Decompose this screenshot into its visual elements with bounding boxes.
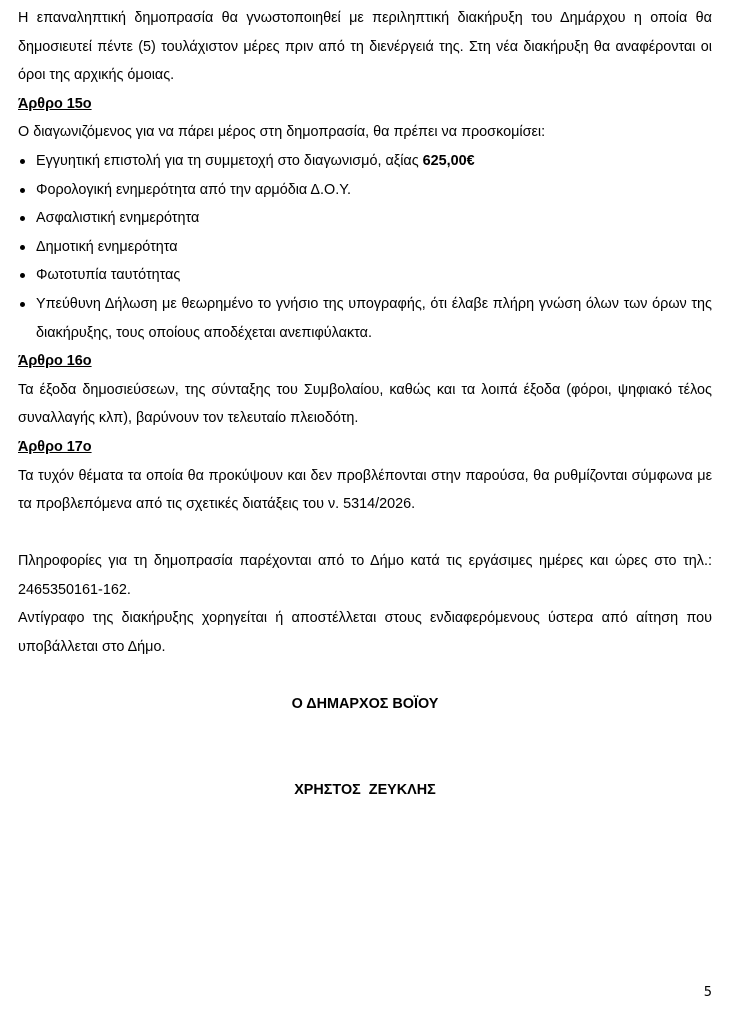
bullet-icon bbox=[20, 302, 25, 307]
page-number: 5 bbox=[703, 985, 712, 1000]
contact-info-paragraph: Πληροφορίες για τη δημοπρασία παρέχονται από το Δήμο κατά τις εργάσιμες ημέρες και ώρες στο τηλ.: 2465350161-162. bbox=[18, 553, 712, 598]
bullet-icon bbox=[20, 273, 25, 278]
article-16-paragraph: Τα έξοδα δημοσιεύσεων, της σύνταξης του Συμβολαίου, καθώς και τα λοιπά έξοδα (φόροι, ψηφιακό τέλος συναλλαγής κλπ), βαρύνουν τον τελευταίο πλειοδότη. bbox=[18, 381, 712, 427]
article-15-requirements-list bbox=[18, 147, 712, 347]
article-15-lead: Ο διαγωνιζόμενος για να πάρει μέρος στη δημοπρασία, θα πρέπει να προσκομίσει: bbox=[18, 124, 546, 141]
list-item-text: Εγγυητική επιστολή για τη συμμετοχή στο διαγωνισμό, αξίας bbox=[36, 152, 423, 169]
spacer bbox=[18, 662, 712, 691]
copy-info-paragraph: Αντίγραφο της διακήρυξης χορηγείται ή αποστέλλεται στους ενδιαφερόμενους ύστερα από αίτηση που υποβάλλεται στο Δήμο. bbox=[18, 610, 712, 656]
spacer bbox=[18, 519, 712, 548]
list-item bbox=[18, 233, 712, 262]
list-item-text: Υπεύθυνη Δήλωση με θεωρημένο το γνήσιο της υπογραφής, ότι έλαβε πλήρη γνώση όλων των όρων της διακήρυξης, τους οποίους αποδέχεται ανεπιφύλακτα. bbox=[36, 295, 712, 341]
list-item bbox=[18, 204, 712, 233]
article-17-paragraph: Τα τυχόν θέματα τα οποία θα προκύψουν και δεν προβλέπονται στην παρούσα, θα ρυθμίζονται σύμφωνα με τα προβλεπόμενα από τις σχετικές διατάξεις του ν. 5314/2026. bbox=[18, 467, 712, 513]
bullet-icon bbox=[20, 216, 25, 221]
signatory-name: ΧΡΗΣΤΟΣ ΖΕΥΚΛΗΣ bbox=[294, 782, 436, 799]
article-16-heading: Άρθρο 16ο bbox=[18, 353, 92, 370]
bullet-icon bbox=[20, 159, 25, 164]
list-item bbox=[18, 261, 712, 290]
article-15-heading: Άρθρο 15ο bbox=[18, 95, 92, 112]
spacer bbox=[18, 719, 712, 748]
spacer bbox=[18, 747, 712, 776]
list-item bbox=[18, 176, 712, 205]
signatory-title: Ο ΔΗΜΑΡΧΟΣ ΒΟΪΟΥ bbox=[291, 696, 439, 713]
list-item-text: Ασφαλιστική ενημερότητα bbox=[36, 210, 200, 227]
list-item-text: Φωτοτυπία ταυτότητας bbox=[36, 267, 181, 284]
bullet-icon bbox=[20, 245, 25, 250]
list-item bbox=[18, 290, 712, 347]
intro-paragraph: Η επαναληπτική δημοπρασία θα γνωστοποιηθεί με περιληπτική διακήρυξη του Δημάρχου η οποία θα δημοσιευτεί πέντε (5) τουλάχιστον μέρες πριν από τη διενέργειά της. Στη νέα διακήρυξη θα αναφέρονται οι όροι της αρχικής όμοιας. bbox=[18, 10, 712, 84]
guarantee-amount: 625,00€ bbox=[422, 152, 475, 169]
list-item bbox=[18, 147, 712, 176]
article-17-heading: Άρθρο 17ο bbox=[18, 438, 92, 455]
list-item-text: Φορολογική ενημερότητα από την αρμόδια Δ.Ο.Υ. bbox=[36, 181, 351, 198]
list-item-text: Δημοτική ενημερότητα bbox=[36, 238, 178, 255]
bullet-icon bbox=[20, 188, 25, 193]
document-page bbox=[18, 4, 712, 805]
